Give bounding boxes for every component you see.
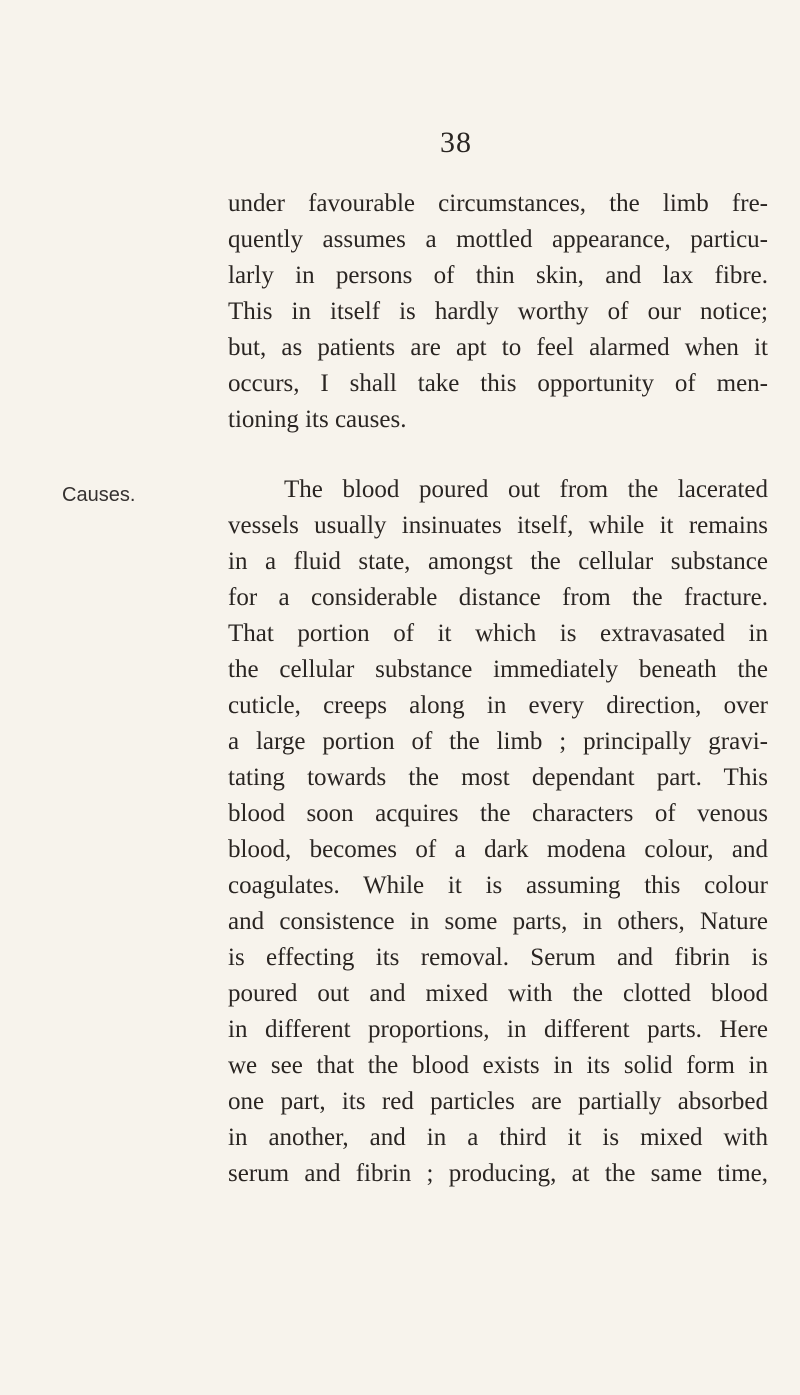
text-line: coagulates. While it is assuming this colour: [228, 872, 768, 899]
text-line: under favourable circumstances, the limb fre-: [228, 190, 768, 217]
paragraph-2: [228, 472, 768, 1192]
text-line: and consistence in some parts, in others, Nature: [228, 908, 768, 935]
text-line: vessels usually insinuates itself, while it remains: [228, 512, 768, 539]
text-line: serum and fibrin ; producing, at the same time,: [228, 1160, 768, 1187]
text-line: a large portion of the limb ; principally gravi-: [228, 728, 768, 755]
margin-note-causes: Causes.: [62, 484, 136, 506]
text-line: one part, its red particles are partially absorbed: [228, 1088, 768, 1115]
page-number: 38: [440, 126, 472, 159]
text-line: The blood poured out from the lacerated: [284, 476, 768, 503]
text-line: for a considerable distance from the fracture.: [228, 584, 768, 611]
text-line: quently assumes a mottled appearance, particu-: [228, 226, 768, 253]
paragraph-1: [228, 186, 768, 438]
text-line: cuticle, creeps along in every direction, over: [228, 692, 768, 719]
text-line: we see that the blood exists in its solid form in: [228, 1052, 768, 1079]
text-line: in another, and in a third it is mixed with: [228, 1124, 768, 1151]
text-line: in a fluid state, amongst the cellular substance: [228, 548, 768, 575]
text-line: This in itself is hardly worthy of our notice;: [228, 298, 768, 325]
text-line: poured out and mixed with the clotted blood: [228, 980, 768, 1007]
text-line: the cellular substance immediately beneath the: [228, 656, 768, 683]
text-line: is effecting its removal. Serum and fibrin is: [228, 944, 768, 971]
text-line: tating towards the most dependant part. This: [228, 764, 768, 791]
text-line: larly in persons of thin skin, and lax fibre.: [228, 262, 768, 289]
text-line: tioning its causes.: [228, 406, 407, 433]
text-line: That portion of it which is extravasated in: [228, 620, 768, 647]
text-line: occurs, I shall take this opportunity of men-: [228, 370, 768, 397]
text-line: blood, becomes of a dark modena colour, and: [228, 836, 768, 863]
text-line: blood soon acquires the characters of venous: [228, 800, 768, 827]
text-line: but, as patients are apt to feel alarmed when it: [228, 334, 768, 361]
text-line: in different proportions, in different parts. Here: [228, 1016, 768, 1043]
